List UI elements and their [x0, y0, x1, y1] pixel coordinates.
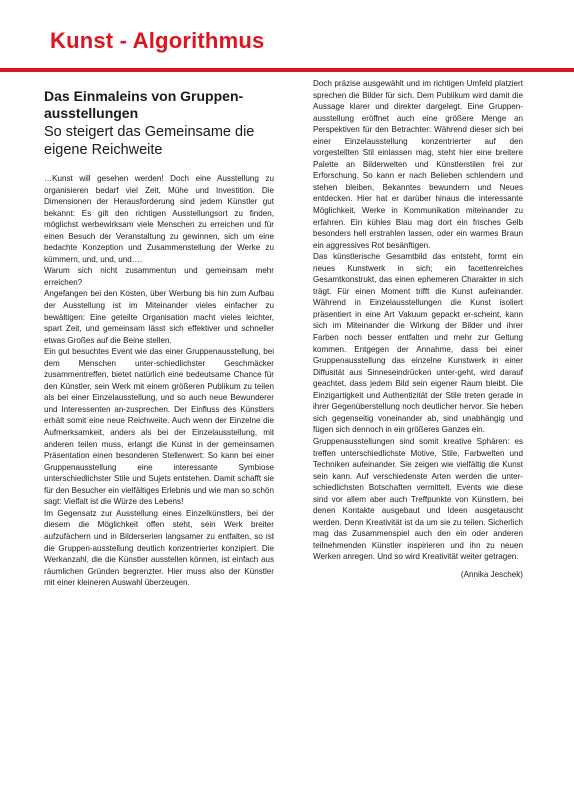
paragraph: …Kunst will gesehen werden! Doch eine Ausstellung zu organisieren bedarf viel Zeit, Mühe und Investition. Die Dimensionen der Herausforderung sind jedem Künstler gut bekannt: Es gilt den richtigen Ausstellungsort zu finden, möglichst werbewirksam viele Menschen zu erreichen und für einen Besuch der Veranstaltung zu gewinnen, sich um eine bedachte Konzeption und Zusammenstellung der Werke zu kümmern, und, und, und…. — [44, 174, 274, 264]
article-headline: Das Einmaleins von Gruppen-ausstellungen — [44, 88, 244, 121]
brand-title: Kunst - Algorithmus — [50, 28, 265, 53]
header-rule — [0, 68, 574, 72]
paragraph: Im Gegensatz zur Ausstellung eines Einzelkünstlers, bei der diesem die Möglichkeit offen steht, sein Werk breiter aufzufächern und in Bilderserien langsamer zu entfalten, so ist die Gruppen-ausstellung deutlich konzentrierter konzipiert. Die Werkanzahl, die die Künstler ausstellen können, ist einfach aus räumlichen Gründen begrenzter. Hier muss also der Künstler mit einer kleineren Auswahl überzeugen. — [44, 508, 274, 588]
paragraph: Gruppenausstellungen sind somit kreative Sphären: es treffen unterschiedlichste Motive, Stile, Farbwelten und Techniken aufeinander. Sie zeigen wie vielfältig die Kunst sein kann. Auf verschiedenste Arten werden die unter-schiedlichsten Botschaften vermittelt. Events wie diese sind vor allem aber auch Treffpunkte von Künstlern, bei denen Kontakte ausgebaut und Ideen ausgetauscht werden. Denn Kreativität ist da um sie zu teilen. Sicherlich mag das Zusammenspiel auch den ein oder anderen teilnehmenden Künstler inspirieren und ihn zu neuen Werken anregen. Und so wird Kreativität weiter getragen. — [313, 436, 523, 562]
paragraph: Doch präzise ausgewählt und im richtigen Umfeld platziert sprechen die Bilder für sich. Dem Publikum wird damit die Aussage klarer und direkter dargelegt. Eine Gruppen-ausstellung eröffnet auch eine größere Menge an Perspektiven für den Betrachter: Während dieser sich bei einer Einzelausstellung konzentrierter auf den vorgestellten Stil einlassen mag, steht hier eine breitere Palette an Bilderwelten und Künstlerstilen frei zur Erforschung. So kann er nach Belieben schlendern und stehen bleiben, Bekanntes bewundern und Neues entdecken. Hier hat er darüber hinaus die interessante Möglichkeit, Werke in Kommunikation miteinander zu erfahren. Ein kühles Blau mag dort ein frisches Gelb besonders hell erstrahlen lassen, oder ein warmes Braun ein aggressives Rot besänftigen. — [313, 79, 523, 250]
paragraph: Ein gut besuchtes Event wie das einer Gruppenausstellung, bei dem Menschen unter-schiedlichster Geschmäcker zusammentreffen, bietet natürlich eine bedeutsame Chance für den Künstler, sein Werk mit einem größeren Publikum zu teilen als bei einer Einzelausstellung, und so auch neue Bewunderer und Interessenten an-zusprechen. Der Einfluss des Künstlers erhält somit eine neue Reichweite. Auch wenn der Einzelne die Aufmerksamkeit, anders als bei der Einzelausstellung, mit anderen teilen muss, erlangt die Kunst in der gemeinsamen Präsentation einen besonderen Stellenwert: So kann bei einer Gruppenausstellung eine interessante Symbiose unterschiedlichster Stile und Sujets entstehen. Damit schafft sie für den Besucher ein vielfältiges Erlebnis und wie man so schön sagt: Vielfalt ist die Würze des Lebens! — [44, 347, 274, 507]
article-body-left — [44, 173, 274, 589]
article-column-right — [313, 78, 523, 581]
article-body-right — [313, 78, 523, 563]
paragraph: Das künstlerische Gesamtbild das entsteht, formt ein neues Kunstwerk in sich; ein facettenreiches Gesamtkonstrukt, das einen ephemeren Charakter in sich trägt. Für einen Moment trifft die Kunst aufeinander. Während in Einzelausstellungen die Kunst isoliert präsentiert in eine Art Vakuum gepackt er-scheint, kann sich im Miteinander die Wirkung der Bilder und ihrer Farben noch besser entfalten und mehr zur Geltung kommen. Entgegen der Annahme, dass bei einer Gruppenausstellung das einzelne Kunstwerk in einer Diffusität aus Sinneseindrücken unter-geht, wird darauf geachtet, dass jedem Bild sein eigener Raum bleibt. Die Einzigartigkeit und Authentizität der Stile treten gerade in ihrer Gegenüberstellung noch deutlicher hervor. Sie heben sich gegenseitig voneinander ab, sind unabhängig und fügen sich dennoch in ein größeres Ganzes ein. — [313, 252, 523, 435]
paragraph: Warum sich nicht zusammentun und gemeinsam mehr erreichen? — [44, 266, 274, 287]
article-subhead: So steigert das Gemeinsame die eigene Reichweite — [44, 124, 255, 158]
paragraph: Angefangen bei den Kosten, über Werbung bis hin zum Aufbau der Ausstellung ist im Miteinander vieles einfacher zu bewältigen: Eine geteilte Organisation macht vieles leichter, spart Zeit, und gemeinsam lässt sich effektiver und schneller etwas Großes auf die Beine stellen. — [44, 289, 274, 345]
article-author: (Annika Jeschek) — [460, 569, 523, 579]
article-column-left — [44, 88, 274, 589]
